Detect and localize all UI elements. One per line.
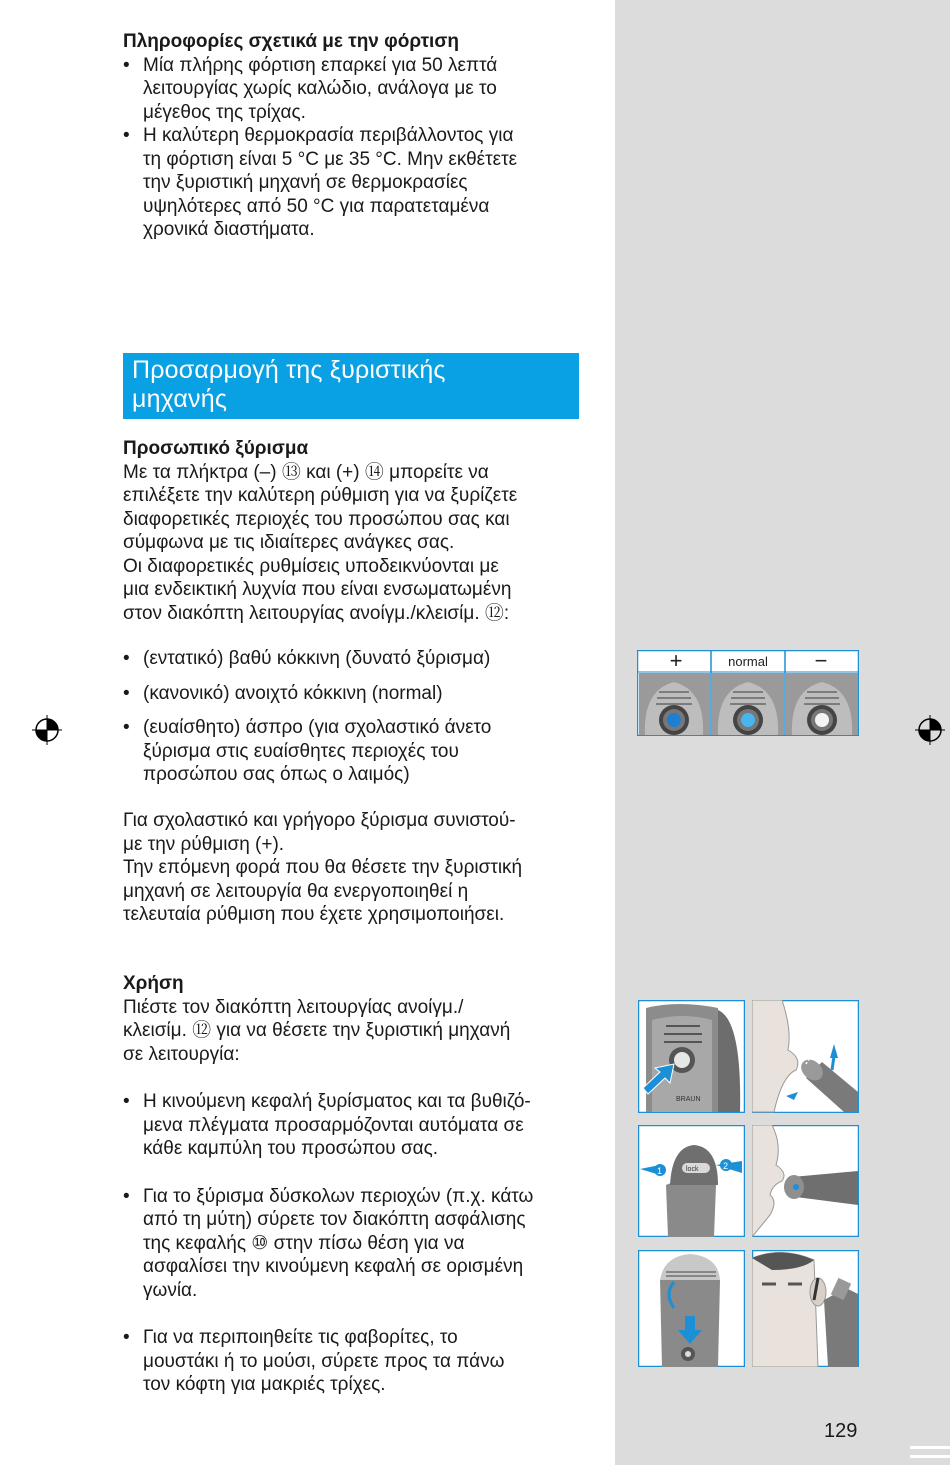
usage-heading: Χρήση bbox=[123, 973, 184, 994]
settings-list bbox=[123, 647, 593, 787]
list-item: • (εντατικό) βαθύ κόκκινη (δυνατό ξύρισμα) bbox=[123, 647, 593, 671]
lock-label: lock bbox=[686, 1166, 699, 1173]
under-nose-illustration bbox=[752, 1125, 859, 1237]
sideburn-trim-illustration bbox=[752, 1250, 859, 1367]
shaver-panel-plus bbox=[639, 673, 710, 735]
step-2-label: 2 bbox=[723, 1161, 729, 1171]
power-button-illustration bbox=[638, 1000, 745, 1113]
personal-heading: Προσωπικό ξύρισμα bbox=[123, 438, 309, 459]
list-item: • Για το ξύρισμα δύσκολων περιοχών (π.χ. κάτω από τη μύτη) σύρετε τον διακόπτη ασφάλισης της κεφαλής ⑩ στην πίσω θέση για να ασφαλίσει την κινούμενη κεφαλή σε ορισμένη γωνία. bbox=[123, 1185, 593, 1303]
list-item: • Η κινούμενη κεφαλή ξυρίσματος και τα βυθιζό- μενα πλέγματα προσαρμόζονται αυτόματα σε κάθε καμπύλη του προσώπου σας. bbox=[123, 1090, 593, 1161]
page-number: 129 bbox=[824, 1420, 858, 1442]
registration-mark-icon bbox=[32, 715, 62, 745]
personal-paragraph: Με τα πλήκτρα (–) ⑬ και (+) ⑭ μπορείτε να επιλέξετε την καλύτερη ρύθμιση για να ξυρίζετε διαφορετικές περιοχές του προσώπου σας και σύμφωνα με τις ιδιαίτερες ανάγκες σας. Οι διαφορετικές ρυθμίσεις υποδεικνύονται με μια ενδεικτική λυχνία που είναι ενσωματωμένη στον διακόπτη λειτουργίας ανοίγμ./κλεισίμ. ⑫: bbox=[123, 461, 518, 624]
section-title-banner: Προσαρμογή της ξυριστικής μηχανής bbox=[123, 353, 579, 419]
list-item: • Για να περιποιηθείτε τις φαβορίτες, το μουστάκι ή το μούσι, σύρετε προς τα πάνω τον κόφτη για μακριές τρίχες. bbox=[123, 1326, 593, 1397]
settings-illustration bbox=[637, 650, 859, 736]
edge-tab-mark bbox=[910, 1455, 950, 1458]
plus-label: + bbox=[669, 650, 683, 673]
shaver-panel-minus bbox=[786, 673, 858, 735]
head-lock-illustration bbox=[638, 1125, 745, 1237]
list-item: • Η καλύτερη θερμοκρασία περιβάλλοντος για τη φόρτιση είναι 5 °C με 35 °C. Μην εκθέτετε την ξυριστική μηχανή σε θερμοκρασίες υψηλότερες από 50 °C για παρατεταμένα χρονικά διαστήματα. bbox=[123, 124, 593, 242]
usage-block: Χρήση Πιέστε τον διακόπτη λειτουργίας ανοίγμ./ κλεισίμ. ⑫ για να θέσετε την ξυριστική μηχανή σε λειτουργία: bbox=[123, 972, 593, 1066]
list-item: • Μία πλήρης φόρτιση επαρκεί για 50 λεπτά λειτουργίας χωρίς καλώδιο, ανάλογα με το μέγεθος της τρίχας. bbox=[123, 54, 593, 125]
registration-mark-icon bbox=[915, 715, 945, 745]
charging-info-block bbox=[123, 30, 593, 242]
charging-heading: Πληροφορίες σχετικά με την φόρτιση bbox=[123, 31, 459, 52]
minus-label: − bbox=[814, 650, 828, 673]
personal-paragraph-2: Για σχολαστικό και γρήγορο ξύρισμα συνιστού- με την ρύθμιση (+). Την επόμενη φορά που θα θέσετε την ξυριστική μηχανή σε λειτουργία θα ενεργοποιηθεί η τελευταία ρύθμιση που έχετε χρησιμοποιήσει. bbox=[123, 810, 523, 925]
list-item: • (κανονικό) ανοιχτό κόκκινη (normal) bbox=[123, 682, 593, 706]
shaver-panel-normal bbox=[712, 673, 784, 735]
face-contour-illustration bbox=[752, 1000, 859, 1113]
normal-label: normal bbox=[728, 654, 768, 669]
long-hair-trimmer-illustration bbox=[638, 1250, 745, 1367]
edge-tab-mark bbox=[910, 1446, 950, 1449]
brand-label: BRAUN bbox=[676, 1096, 701, 1103]
personal-shave-block bbox=[123, 437, 593, 625]
usage-list bbox=[123, 1090, 593, 1397]
list-item: • (ευαίσθητο) άσπρο (για σχολαστικό άνετο ξύρισμα στις ευαίσθητες περιοχές του προσώπου σας όπως ο λαιμός) bbox=[123, 716, 593, 787]
step-1-label: 1 bbox=[657, 1166, 663, 1176]
